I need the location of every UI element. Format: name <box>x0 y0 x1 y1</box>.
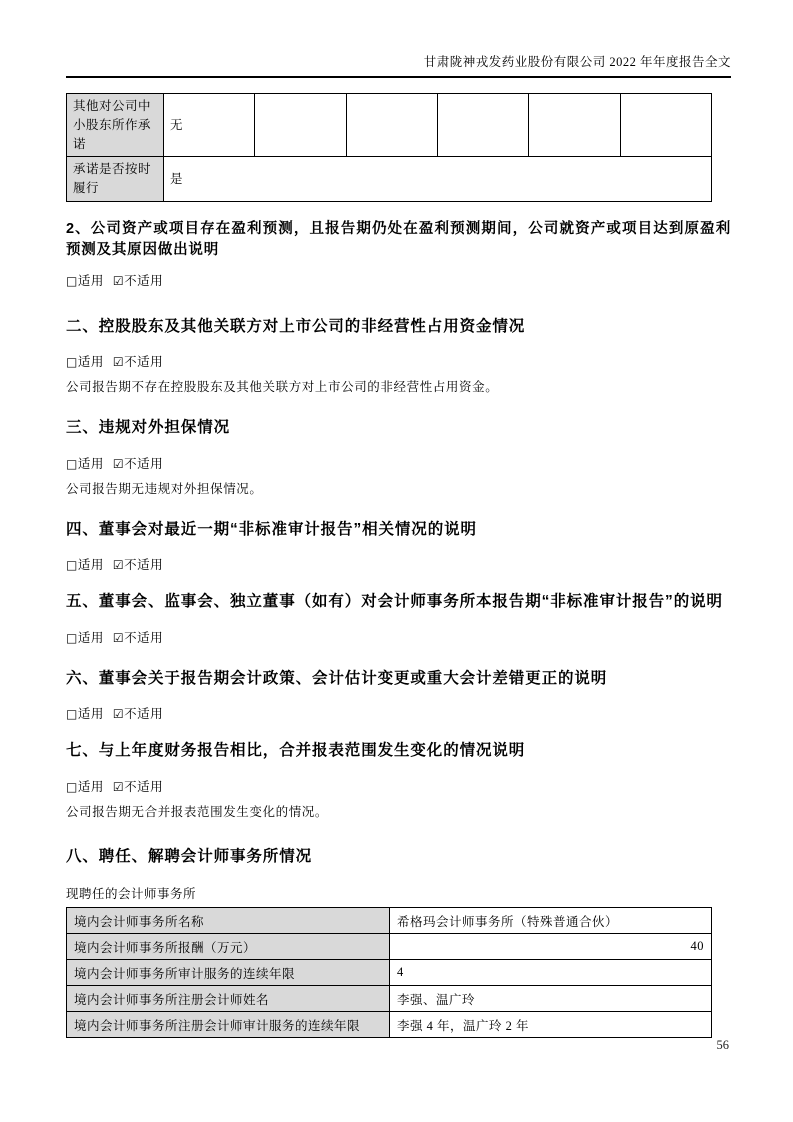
checkbox-label-applicable: 适用 <box>77 355 104 370</box>
checkbox-unchecked-icon: □ <box>66 779 78 794</box>
section-iii-guarantees <box>66 417 731 496</box>
table-cell-empty <box>620 94 711 157</box>
table-row <box>67 157 712 202</box>
section-title: 五、董事会、监事会、独立董事（如有）对会计师事务所本报告期“非标准审计报告”的说明 <box>66 593 723 611</box>
table-row <box>67 908 712 934</box>
checkbox-label-applicable: 适用 <box>77 707 104 722</box>
section-title: 四、董事会对最近一期“非标准审计报告”相关情况的说明 <box>66 520 477 538</box>
table-cell-empty <box>255 94 346 157</box>
checkbox-unchecked-icon: □ <box>66 273 78 288</box>
commitment-table <box>66 93 712 202</box>
header-title: 甘肃陇神戎发药业股份有限公司 2022 年年度报告全文 <box>423 55 731 69</box>
section-note: 公司报告期无合并报表范围发生变化的情况。 <box>66 804 329 819</box>
header-rule <box>66 76 731 78</box>
table-row <box>67 94 712 157</box>
table-cell-empty <box>346 94 437 157</box>
table-cell-empty <box>437 94 528 157</box>
table-row <box>67 934 712 960</box>
table-row <box>67 986 712 1012</box>
section-title: 2、公司资产或项目存在盈利预测，且报告期仍处在盈利预测期间，公司就资产或项目达到原盈利预测及其原因做出说明 <box>66 220 731 259</box>
applicability-row <box>66 354 731 370</box>
table-cell-label: 境内会计师事务所注册会计师姓名 <box>67 986 390 1012</box>
applicability-row <box>66 456 731 472</box>
table-cell-value: 无 <box>164 94 255 157</box>
checkbox-label-not-applicable: 不适用 <box>124 558 164 573</box>
section-v-audit-report-opinions <box>66 591 731 645</box>
section-note: 公司报告期不存在控股股东及其他关联方对上市公司的非经营性占用资金。 <box>66 380 499 395</box>
applicability-row <box>66 630 731 646</box>
audit-firm-table <box>66 907 712 1038</box>
checkbox-label-not-applicable: 不适用 <box>124 707 164 722</box>
checkbox-label-applicable: 适用 <box>77 273 104 288</box>
page-number: 56 <box>716 1038 729 1052</box>
checkbox-label-not-applicable: 不适用 <box>124 456 164 471</box>
checkbox-checked-icon: ☑ <box>112 707 125 722</box>
checkbox-label-not-applicable: 不适用 <box>124 273 164 288</box>
section-note: 公司报告期无违规对外担保情况。 <box>66 481 263 496</box>
applicability-row <box>66 706 731 722</box>
checkbox-unchecked-icon: □ <box>66 707 78 722</box>
checkbox-label-applicable: 适用 <box>77 558 104 573</box>
table-cell-label: 境内会计师事务所审计服务的连续年限 <box>67 960 390 986</box>
section-profit-forecast <box>66 219 731 289</box>
checkbox-unchecked-icon: □ <box>66 355 78 370</box>
table-cell-label: 境内会计师事务所报酬（万元） <box>67 934 390 960</box>
applicability-row <box>66 273 731 289</box>
table-cell-value: 希格玛会计师事务所（特殊普通合伙） <box>390 908 712 934</box>
checkbox-checked-icon: ☑ <box>112 779 125 794</box>
section-vii-consolidation-scope <box>66 740 731 819</box>
table-cell-label: 境内会计师事务所注册会计师审计服务的连续年限 <box>67 1012 390 1038</box>
checkbox-label-applicable: 适用 <box>77 779 104 794</box>
checkbox-checked-icon: ☑ <box>112 273 125 288</box>
section-title: 六、董事会关于报告期会计政策、会计估计变更或重大会计差错更正的说明 <box>66 669 608 687</box>
checkbox-label-applicable: 适用 <box>77 630 104 645</box>
section-title: 三、违规对外担保情况 <box>66 419 231 437</box>
applicability-row <box>66 557 731 573</box>
checkbox-checked-icon: ☑ <box>112 630 125 645</box>
section-viii-accounting-firm <box>66 846 731 1038</box>
table-cell-value: 40 <box>390 934 712 960</box>
section-ii-fund-occupation <box>66 316 731 395</box>
section-iv-audit-report-board <box>66 519 731 573</box>
table-cell-label: 境内会计师事务所名称 <box>67 908 390 934</box>
checkbox-label-not-applicable: 不适用 <box>124 630 164 645</box>
applicability-row <box>66 779 731 795</box>
checkbox-label-not-applicable: 不适用 <box>124 355 164 370</box>
section-title: 八、聘任、解聘会计师事务所情况 <box>66 847 313 865</box>
section-vi-accounting-policy <box>66 668 731 722</box>
table-row <box>67 960 712 986</box>
table-cell-value: 是 <box>164 157 712 202</box>
checkbox-checked-icon: ☑ <box>112 558 125 573</box>
table-row <box>67 1012 712 1038</box>
audit-table-intro: 现聘任的会计师事务所 <box>66 887 197 902</box>
checkbox-checked-icon: ☑ <box>112 456 125 471</box>
checkbox-checked-icon: ☑ <box>112 355 125 370</box>
table-cell-value: 4 <box>390 960 712 986</box>
table-cell-label: 其他对公司中小股东所作承诺 <box>67 94 164 157</box>
checkbox-unchecked-icon: □ <box>66 558 78 573</box>
checkbox-label-not-applicable: 不适用 <box>124 779 164 794</box>
section-title: 七、与上年度财务报告相比，合并报表范围发生变化的情况说明 <box>66 742 526 760</box>
checkbox-unchecked-icon: □ <box>66 456 78 471</box>
table-cell-value: 李强 4 年，温广玲 2 年 <box>390 1012 712 1038</box>
checkbox-unchecked-icon: □ <box>66 630 78 645</box>
section-title: 二、控股股东及其他关联方对上市公司的非经营性占用资金情况 <box>66 317 526 335</box>
table-cell-empty <box>529 94 620 157</box>
table-cell-value: 李强、温广玲 <box>390 986 712 1012</box>
checkbox-label-applicable: 适用 <box>77 456 104 471</box>
table-cell-label: 承诺是否按时履行 <box>67 157 164 202</box>
